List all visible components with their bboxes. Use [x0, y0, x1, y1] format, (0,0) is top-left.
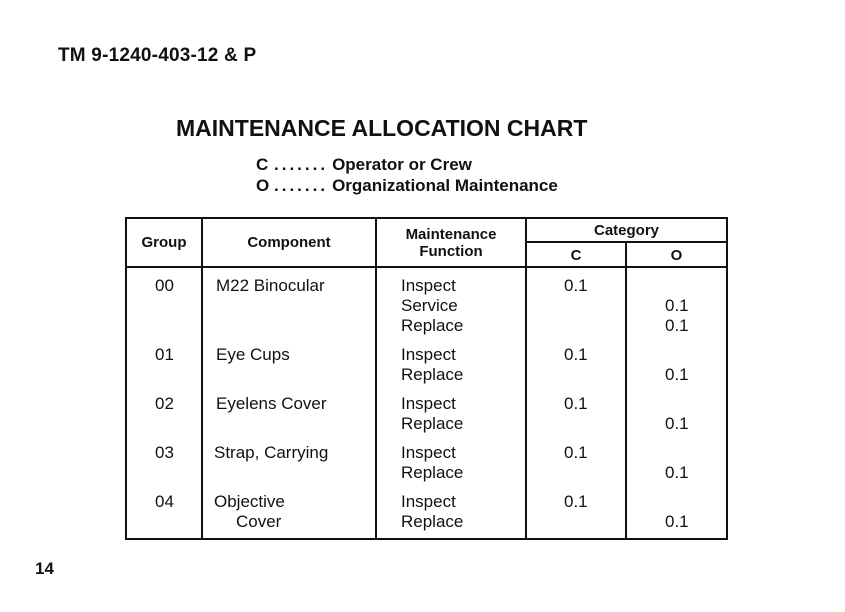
maintenance-allocation-table: [125, 217, 728, 540]
row-function: Replace: [401, 365, 464, 384]
row-function: Inspect: [401, 345, 456, 364]
legend-dots: .......: [274, 176, 329, 195]
row-function: Replace: [401, 463, 464, 482]
col-border-left: [125, 217, 127, 540]
row-group: 01: [155, 345, 174, 364]
row-component: Strap, Carrying: [214, 443, 329, 462]
row-function: Replace: [401, 414, 464, 433]
table-bottom-border: [125, 538, 728, 540]
row-o-value: 0.1: [665, 463, 689, 482]
page-number: 14: [35, 559, 54, 578]
legend-dots: .......: [274, 155, 329, 174]
row-group: 00: [155, 276, 174, 295]
row-component: Eye Cups: [216, 345, 290, 364]
legend-label: Operator or Crew: [332, 155, 472, 174]
row-component: Eyelens Cover: [216, 394, 327, 413]
header-group: Group: [141, 234, 187, 251]
row-o-value: 0.1: [665, 365, 689, 384]
col-border-component: [375, 217, 377, 540]
legend-entry-c: [256, 155, 472, 175]
header-component: Component: [247, 234, 331, 251]
row-function: Service: [401, 296, 458, 315]
legend-code: C: [256, 155, 269, 174]
header-function: [377, 226, 525, 260]
header-col-o: O: [670, 247, 683, 264]
legend-code: O: [256, 176, 270, 195]
col-border-right: [726, 217, 728, 540]
header-bottom-border: [125, 266, 728, 268]
row-function: Inspect: [401, 492, 456, 511]
row-o-value: 0.1: [665, 296, 689, 315]
row-component-line2: Cover: [236, 512, 282, 531]
row-c-value: 0.1: [564, 492, 588, 511]
row-component: M22 Binocular: [216, 276, 325, 295]
row-group: 04: [155, 492, 174, 511]
row-component: Objective: [214, 492, 285, 511]
header-col-c: C: [570, 247, 582, 264]
col-border-function: [525, 217, 527, 540]
table-top-border: [125, 217, 728, 219]
header-function-line1: Maintenance: [405, 226, 497, 243]
row-c-value: 0.1: [564, 345, 588, 364]
row-function: Inspect: [401, 394, 456, 413]
legend-entry-o: [256, 176, 558, 196]
col-border-c: [625, 242, 627, 540]
row-c-value: 0.1: [564, 276, 588, 295]
page-title: MAINTENANCE ALLOCATION CHART: [176, 115, 588, 141]
col-border-group: [201, 217, 203, 540]
row-o-value: 0.1: [665, 414, 689, 433]
row-group: 02: [155, 394, 174, 413]
row-c-value: 0.1: [564, 443, 588, 462]
row-function: Replace: [401, 316, 464, 335]
header-category: Category: [593, 222, 660, 239]
legend-label: Organizational Maintenance: [332, 176, 558, 195]
row-function: Inspect: [401, 443, 456, 462]
row-o-value: 0.1: [665, 316, 689, 335]
row-function: Replace: [401, 512, 464, 531]
row-function: Inspect: [401, 276, 456, 295]
row-group: 03: [155, 443, 174, 462]
header-function-line2: Function: [419, 243, 483, 260]
row-o-value: 0.1: [665, 512, 689, 531]
row-c-value: 0.1: [564, 394, 588, 413]
tm-number: TM 9-1240-403-12 & P: [58, 45, 257, 66]
